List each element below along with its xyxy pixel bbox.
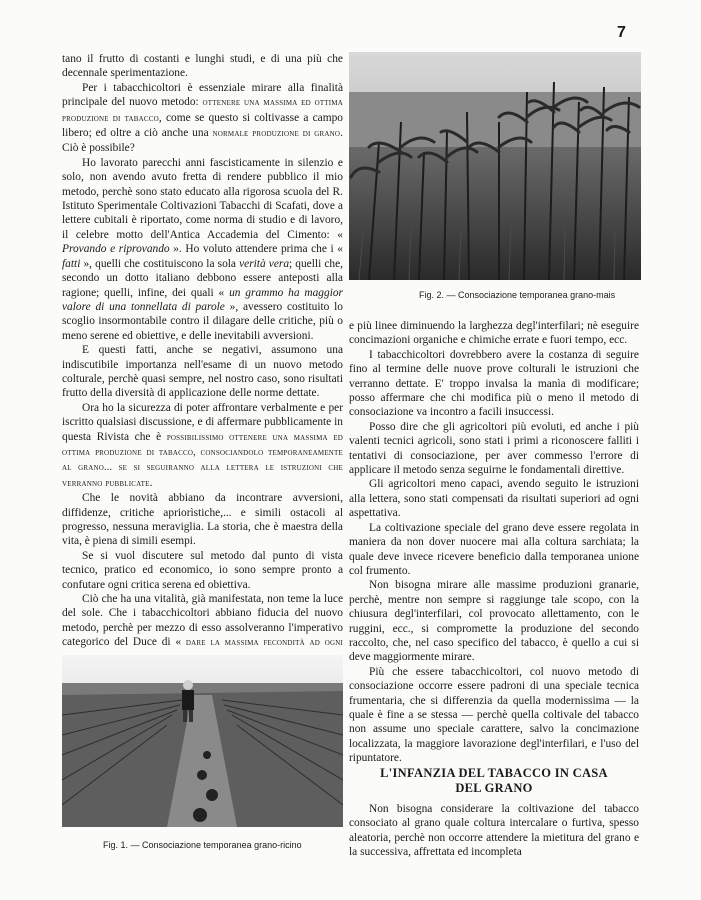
- paragraph: Se si vuol discutere sul metodo dal punto di vista tecnico, pratico ed economico, io sono sempre pronto a confutare ogni critica serena ed obiettiva.: [62, 549, 343, 591]
- left-column: [62, 52, 343, 724]
- field-rows-illustration: [62, 655, 343, 827]
- paragraph: Non bisogna considerare la coltivazione del tabacco consociato al grano quale coltura intercalare o furtiva, spesso aleatoria, perchè non occorre attendere la mietitura del grano e la successiva, affrettata ed incompleta: [349, 803, 639, 859]
- paragraph: Che le novità abbiano da incontrare avversioni, diffidenze, critiche apriorìstiche,... e simili ostacoli al progresso, nessuna meraviglia. La storia, che è maestra della vita, è piena di simili esempi.: [62, 492, 343, 548]
- paragraph: Gli agricoltori meno capaci, avendo seguito le istruzioni alla lettera, sono stati compensati da risultati superiori ad ogni aspettativa.: [349, 478, 639, 520]
- figure-grano-ricino-photo: [62, 655, 343, 827]
- paragraph: tano il frutto di costanti e lunghi studi, e di una più che decennale sperimentazione.: [62, 53, 343, 80]
- paragraph: Ciò che ha una vitalità, già manifestata, non teme la luce del sole. Che i tabacchicoltori abbiano fiducia del nuovo metodo, perchè per mezzo di esso assolveranno l'imperativo categorico del Duce di « dare la massima fecondità ad ogni: [62, 593, 343, 649]
- figure-grano-mais-photo: [349, 52, 641, 280]
- paragraph: Per i tabacchicoltori è essenziale mirare alla finalità principale del nuovo metodo: ottenere una massima ed ottima produzione di tabacco, come se questo si coltivasse a campo libero; ed oltre a ciò anche una normale produzione di grano. Ciò è possibile?: [62, 81, 343, 155]
- paragraph: Posso dire che gli agricoltori più evoluti, ed anche i più valenti tecnici agricoli, sono stati i primi a riconoscere falliti i tentativi di consociazione, per aver commesso l'errore di applicare il metodo senza seguirne le fondamentali direttive.: [349, 420, 639, 477]
- paragraph: Più che essere tabacchicoltori, col nuovo metodo di consociazione occorre essere padroni di una speciale tecnica frumentaria, che si differenzia da quella modernissima — la quale è fine a se stessa — perchè quella coltivale del tabacco non assume uno speciale carattere, salvo la concimazione localizzata, la maggiore lavorazione degl'interfilari, e l'uso del ripuntatore.: [349, 665, 639, 765]
- paragraph: E questi fatti, anche se negativi, assumono una indiscutibile importanza nell'esame di un nuovo metodo colturale, perchè quasi sempre, nel nostro caso, sono risultati frutto della diversità di applicazione delle norme dettate.: [62, 344, 343, 400]
- paragraph: Ho lavorato parecchi anni fascisticamente in silenzio e solo, non avendo avuto fretta di rendere pubblico il mio metodo, perchè sono stato educato alla rigorosa scuola del R. Istituto Sperimentale Coltivazioni Tabacchi di Scafati, dove a lettere cubitali è riportato, come norma di studio e di lavoro, il celebre motto dell'Antica Accademia del Cimento: « Provando e riprovando ». Ho voluto attendere prima che i « fatti », quelli che costituiscono la sola verità vera; quelli che, secondo un dotto italiano debbono essere anteposti alla ragione; quelli, infine, dei quali « un grammo ha maggior valore di una tonnellata di parole », avessero costituito lo scoglio insormontabile contro il dilagare delle critiche, più o meno serene ed obiettive, e delle inevitabili avversioni.: [62, 156, 343, 342]
- section-heading: L'INFANZIA DEL TABACCO IN CASA DEL GRANO: [380, 766, 608, 795]
- corn-field-illustration: [349, 52, 641, 280]
- paragraph: Non bisogna mirare alle massime produzioni granarie, perchè, mentre non sempre si raggiunge tale scopo, con la chiusura degl'interfilari, col provocato allettamento, con le ruggini, ecc., si compromette la produzione del secondo raccolto, che, nel caso specifico del tabacco, è quello a cui si deve maggiormente mirare.: [349, 579, 639, 664]
- figure-1-caption: Fig. 1. — Consociazione temporanea grano-ricino: [103, 840, 302, 850]
- right-column-end: [349, 802, 639, 860]
- paragraph: e più linee diminuendo la larghezza degl'interfilari; nè eseguire concimazioni organiche e chimiche errate e fuori tempo, ecc.: [349, 320, 639, 347]
- paragraph: I tabacchicoltori dovrebbero avere la costanza di seguire fino al termine delle nuove prove colturali le istruzioni che verranno dettate. E' troppo invalsa la manìa di modificare; posso affermare che chi modifica più o meno il metodo di consociazione va incontro a facili insuccessi.: [349, 348, 639, 419]
- paragraph: La coltivazione speciale del grano deve essere regolata in maniera da non dover nuocere mai alla coltura sarchiata; la quale deve invece ricevere beneficio dalla temporanea unione col frumento.: [349, 521, 639, 577]
- page-number: 7: [617, 24, 626, 41]
- paragraph: Ora ho la sicurezza di poter affrontare verbalmente e per iscritto qualsiasi discussione, e di affermare pubblicamente in questa Rivista che è possibilissimo ottenere una massima ed ottima produzione di tabacco, consociandolo temporaneamente al grano... se si seguiranno alla lettera le istruzioni che verranno pubblicate.: [62, 401, 343, 489]
- right-column: [349, 319, 639, 766]
- figure-2-caption: Fig. 2. — Consociazione temporanea grano-mais: [419, 290, 616, 300]
